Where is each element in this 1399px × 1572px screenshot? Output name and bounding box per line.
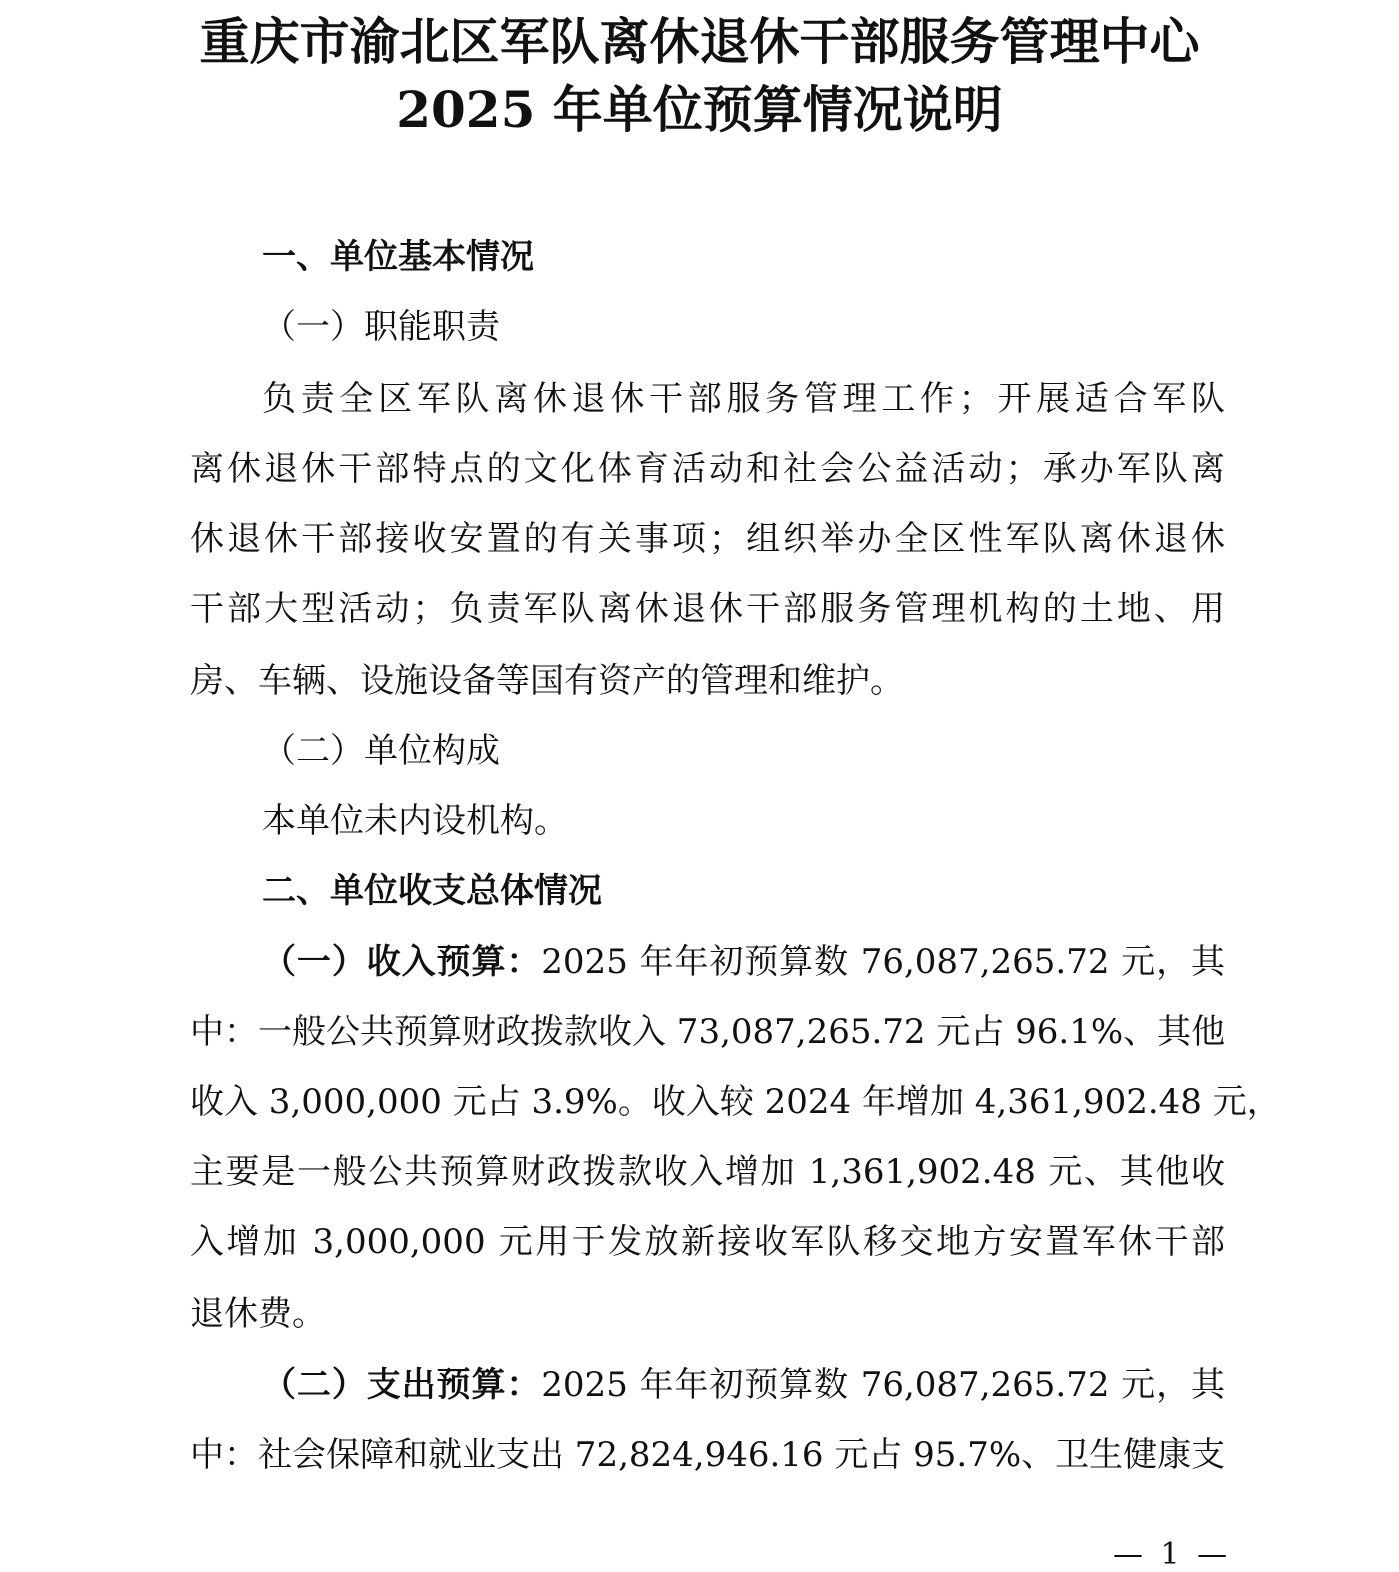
- paragraph-line-expenditure: [262, 1364, 1225, 1406]
- document-title-line-2: 2025 年单位预算情况说明: [396, 80, 1003, 139]
- expenditure-label: （二）支出预算：: [262, 1365, 542, 1405]
- paragraph-line: 中：社会保障和就业支出 72,824,946.16 元占 95.7%、卫生健康支: [190, 1435, 1226, 1475]
- paragraph-line: 主要是一般公共预算财政拨款收入增加 1,361,902.48 元、其他收: [190, 1152, 1225, 1192]
- paragraph-line: 本单位未内设机构。: [262, 801, 568, 841]
- section-heading-income-expenditure: 二、单位收支总体情况: [262, 871, 602, 911]
- document-title-line-1: 重庆市渝北区军队离休退休干部服务管理中心: [199, 12, 1200, 71]
- paragraph-line: 房、车辆、设施设备等国有资产的管理和维护。: [190, 661, 904, 701]
- expenditure-text: 2025 年年初预算数 76,087,265.72 元，其: [541, 1365, 1226, 1405]
- paragraph-line: 退休费。: [190, 1294, 326, 1334]
- section-heading-basic-info: 一、单位基本情况: [262, 237, 534, 277]
- paragraph-line: 干部大型活动；负责军队离休退休干部服务管理机构的土地、用: [190, 589, 1225, 629]
- subheading-functions: （一）职能职责: [262, 307, 500, 347]
- income-label: （一）收入预算：: [262, 942, 542, 982]
- paragraph-line: 收入 3,000,000 元占 3.9%。收入较 2024 年增加 4,361,902.48 元，: [190, 1082, 1281, 1122]
- page-number: — 1 —: [1113, 1537, 1232, 1572]
- paragraph-line-income: [262, 941, 1225, 983]
- paragraph-line: 中：一般公共预算财政拨款收入 73,087,265.72 元占 96.1%、其他: [190, 1012, 1226, 1052]
- income-text: 2025 年年初预算数 76,087,265.72 元，其: [541, 942, 1226, 982]
- subheading-structure: （二）单位构成: [262, 731, 500, 771]
- paragraph-line: 离休退休干部特点的文化体育活动和社会公益活动；承办军队离: [190, 449, 1225, 489]
- paragraph-line: 入增加 3,000,000 元用于发放新接收军队移交地方安置军休干部: [190, 1222, 1225, 1262]
- paragraph-line: 休退休干部接收安置的有关事项；组织举办全区性军队离休退休: [190, 519, 1225, 559]
- paragraph-line: 负责全区军队离休退休干部服务管理工作；开展适合军队: [262, 379, 1225, 419]
